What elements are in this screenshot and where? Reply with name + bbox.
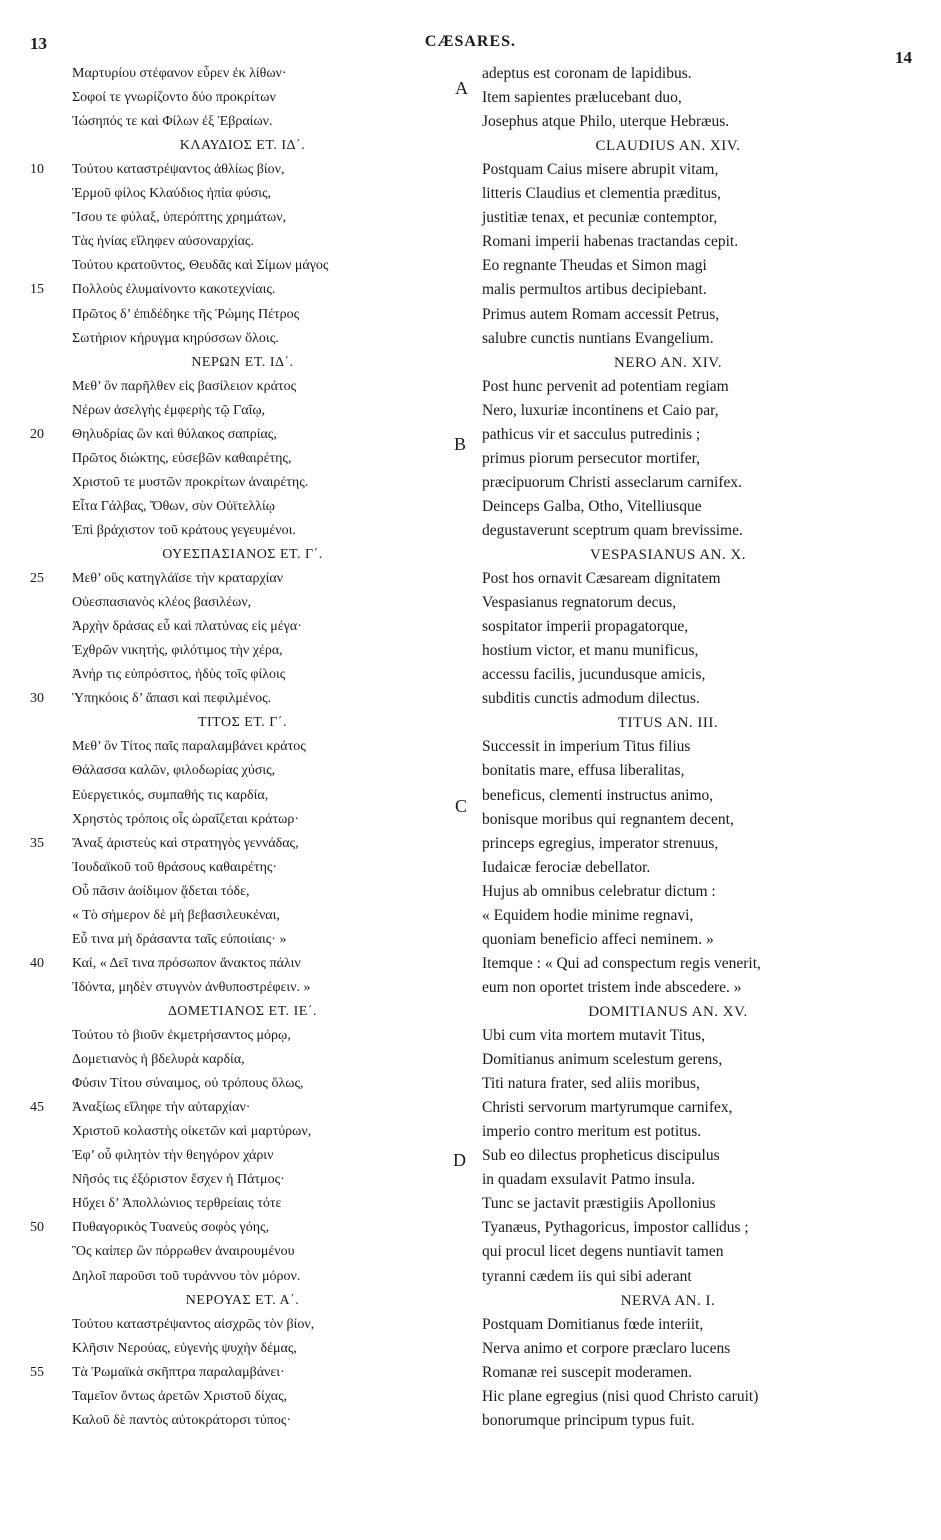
section-heading: CLAUDIUS AN. XIV.: [595, 138, 741, 155]
verse-line: [30, 930, 286, 950]
verse-line: eum non oportet tristem inde abscedere. »: [482, 978, 742, 996]
verse-line: Vespasianus regnatorum decus,: [482, 594, 677, 612]
verse-line: [30, 641, 283, 661]
verse-line: [30, 1218, 269, 1238]
verse-text: Πολλοὺς ἐλυμαίνοντο κακοτεχνίαις.: [72, 282, 276, 298]
verse-line: princeps egregius, imperator strenuus,: [482, 834, 719, 852]
verse-line: [30, 1339, 297, 1359]
verse-text: Ἰουδαϊκοῦ τοῦ θράσους καθαιρέτης·: [72, 859, 278, 875]
verse-line: Romanæ rei suscepit moderamen.: [482, 1363, 693, 1381]
verse-line: [30, 497, 275, 517]
verse-line: [30, 689, 271, 709]
verse-line: Tunc se jactavit præstigiis Apollonius: [482, 1195, 716, 1213]
verse-line: Postquam Caius misere abrupit vitam,: [482, 161, 719, 179]
verse-line: Successit in imperium Titus filius: [482, 738, 691, 756]
verse-line: subditis cunctis admodum dilectus.: [482, 690, 700, 708]
verse-text: Σοφοί τε γνωρίζοντο δύο προκρίτων: [72, 90, 276, 106]
verse-line: Nerva animo et corpore præclaro lucens: [482, 1339, 731, 1357]
verse-line: [30, 184, 271, 204]
right-page-number: 14: [895, 48, 912, 67]
verse-text: Πυθαγορικὸς Τυανεὺς σοφὸς γόης,: [72, 1220, 270, 1236]
verse-line: sospitator imperii propagatorque,: [482, 618, 689, 636]
verse-line: Post hunc pervenit ad potentiam regiam: [482, 377, 729, 395]
verse-line: [30, 1074, 304, 1094]
section-heading: VESPASIANUS AN. X.: [590, 547, 746, 563]
verse-text: Θάλασσα καλῶν, φιλοδωρίας χύσις,: [72, 763, 276, 779]
verse-text: Δηλοῖ παροῦσι τοῦ τυράννου τὸν μόρον.: [72, 1268, 301, 1284]
verse-text: Ἐχθρῶν νικητής, φιλότιμος τὴν χέρα,: [72, 643, 283, 659]
verse-text: Τούτου τὸ βιοῦν ἐκμετρήσαντος μόρῳ,: [72, 1028, 291, 1043]
verse-line: in quadam exsulavit Patmo insula.: [482, 1171, 696, 1189]
verse-line: Christi servorum martyrumque carnifex,: [482, 1099, 733, 1117]
verse-text: Ὑπηκόοις δ’ ἅπασι καὶ πεφιλμένος.: [72, 691, 272, 707]
verse-line: [30, 473, 308, 493]
verse-line: [30, 786, 268, 806]
verse-line: [30, 232, 254, 252]
line-number: 40: [30, 955, 44, 971]
verse-text: Ἐπὶ βράχιστον τοῦ κράτους γεγευμένοι.: [72, 522, 296, 538]
verse-line: Itemque : « Qui ad conspectum regis venerit,: [482, 954, 761, 972]
section-heading: ΤΙΤΟΣ ΕΤ. Γ΄.: [197, 715, 288, 731]
verse-line: Tyanæus, Pythagoricus, impostor callidus ;: [482, 1219, 749, 1237]
verse-line: [30, 978, 311, 998]
verse-text: Τούτου καταστρέψαντος αἰσχρῶς τὸν βίον,: [72, 1316, 315, 1332]
verse-text: Σωτήριον κήρυγμα κηρύσσων ὅλοις.: [72, 330, 279, 346]
verse-line: [30, 569, 283, 589]
margin-letter-c: C: [455, 796, 468, 816]
verse-line: [30, 617, 302, 637]
verse-line: [30, 810, 299, 830]
section-heading: DOMITIANUS AN. XV.: [588, 1003, 748, 1020]
verse-text: Μαρτυρίου στέφανον εὗρεν ἐκ λίθων·: [72, 66, 287, 81]
verse-text: Ἴσου τε φύλαξ, ὑπερόπτης χρημάτων,: [72, 210, 287, 226]
verse-line: Iudaicæ ferociæ debellator.: [482, 858, 651, 876]
verse-line: Deinceps Galba, Otho, Vitelliusque: [482, 497, 702, 515]
verse-text: Φύσιν Τίτου σύναιμος, οὐ τρόπους ὅλως,: [72, 1076, 304, 1092]
verse-line: beneficus, clementi instructus animo,: [482, 786, 714, 804]
verse-line: [30, 593, 251, 613]
verse-text: Τὰς ἡνίας εἴληφεν αὐσοναρχίας.: [72, 234, 254, 250]
verse-text: Πρῶτος δ’ ἐπιδέδηκε τῆς Ῥώμης Πέτρος: [72, 306, 300, 322]
margin-letter-b: B: [454, 434, 467, 454]
verse-line: [30, 88, 276, 108]
verse-text: Ἀναξίως εἴληφε τὴν αὐταρχίαν·: [72, 1100, 251, 1116]
verse-line: [30, 737, 306, 757]
section-heading: ΚΛΑΥΔΙΟΣ ΕΤ. ΙΔ΄.: [179, 138, 306, 154]
verse-line: [30, 1242, 295, 1262]
verse-text: Θηλυδρίας ὢν καὶ θύλακος σαπρίας,: [72, 426, 277, 442]
verse-text: Εὖ τινα μὴ δράσαντα ταῖς εὐποιίαις· »: [72, 931, 287, 947]
verse-line: Hic plane egregius (nisi quod Christo caruit): [482, 1387, 759, 1405]
verse-line: Titi natura frater, sed aliis moribus,: [482, 1075, 700, 1093]
verse-line: Domitianus animum scelestum gerens,: [482, 1051, 723, 1069]
verse-text: « Τὸ σήμερον δὲ μὴ βεβασιλευκέναι,: [72, 907, 280, 923]
section-heading: ΝΕΡΟΥΑΣ ΕΤ. Α΄.: [185, 1292, 300, 1308]
verse-line: bonisque moribus qui regnantem decent,: [482, 810, 734, 828]
verse-text: Πρῶτος διώκτης, εὐσεβῶν καθαιρέτης,: [72, 450, 292, 466]
verse-line: qui procul licet degens nuntiavit tamen: [482, 1243, 724, 1261]
verse-line: Josephus atque Philo, uterque Hebræus.: [482, 113, 730, 131]
verse-line: [30, 64, 287, 84]
verse-line: malis permultos artibus decipiebant.: [482, 281, 707, 299]
verse-line: [30, 521, 296, 541]
verse-text: Καλοῦ δὲ παντὸς αὐτοκράτορσι τύπος·: [72, 1412, 292, 1428]
verse-text: Εὐεργετικός, συμπαθής τις καρδία,: [72, 787, 269, 803]
section-heading: NERO AN. XIV.: [614, 354, 722, 371]
verse-line: [30, 401, 265, 421]
verse-line: [30, 906, 280, 926]
verse-line: salubre cunctis nuntians Evangelium.: [482, 329, 714, 347]
line-number: 30: [30, 691, 44, 707]
verse-line: [30, 1146, 273, 1166]
verse-text: Ηὔχει δ’ Ἀπολλώνιος τερθρείαις τότε: [72, 1196, 282, 1212]
verse-text: Ἰώσηπός τε καὶ Φίλων ἐξ Ἑβραίων.: [72, 114, 273, 130]
verse-line: tyranni cædem iis qui sibi aderant: [482, 1267, 692, 1285]
verse-line: [30, 208, 286, 228]
running-title: CÆSARES.: [424, 33, 517, 50]
verse-line: hostium victor, et manu munificus,: [482, 642, 699, 660]
verse-text: Καί, « Δεῖ τινα πρόσωπον ἄνακτος πάλιν: [72, 955, 301, 971]
verse-line: [30, 1387, 287, 1407]
verse-line: [30, 1411, 291, 1431]
verse-text: Οὐεσπασιανὸς κλέος βασιλέων,: [72, 595, 252, 611]
verse-line: Primus autem Romam accessit Petrus,: [482, 305, 720, 323]
verse-text: Νέρων ἀσελγὴς ἐμφερὴς τῷ Γαΐῳ,: [72, 402, 266, 418]
verse-line: [30, 954, 301, 974]
left-page-number: 13: [30, 34, 47, 53]
verse-text: Μεθ’ ὃν Τίτος παῖς παραλαμβάνει κράτος: [72, 739, 306, 755]
verse-text: Ἑρμοῦ φίλος Κλαύδιος ἠπία φύσις,: [72, 186, 272, 202]
verse-text: Οὗ πᾶσιν ἀοίδιμον ᾄδεται τόδε,: [72, 883, 250, 899]
verse-text: Μεθ’ ὃν παρῆλθεν εἰς βασίλειον κράτος: [72, 378, 297, 394]
verse-line: [30, 1026, 291, 1046]
verse-line: Item sapientes prælucebant duo,: [482, 89, 682, 107]
verse-text: Εἶτα Γάλβας, Ὄθων, σὺν Οὐϊτελλίῳ: [72, 498, 276, 514]
verse-text: Ἄναξ ἀριστεὺς καὶ στρατηγὸς γεννάδας,: [72, 835, 299, 851]
verse-line: [30, 1315, 314, 1335]
verse-line: litteris Claudius et clementia præditus,: [482, 185, 721, 203]
verse-line: quoniam beneficio affeci neminem. »: [482, 930, 714, 948]
verse-line: præcipuorum Christi asseclarum carnifex.: [482, 473, 742, 491]
margin-letter-a: A: [455, 78, 468, 98]
verse-line: [30, 858, 277, 878]
verse-line: [30, 329, 279, 349]
verse-line: [30, 1170, 285, 1190]
verse-line: Postquam Domitianus fœde interiit,: [482, 1315, 704, 1333]
section-heading: ΝΕΡΩΝ ΕΤ. ΙΔ΄.: [191, 354, 294, 370]
verse-text: Ὃς καίπερ ὢν πόρρωθεν ἀναιρουμένου: [72, 1244, 295, 1260]
verse-line: pathicus vir et sacculus putredinis ;: [482, 425, 701, 443]
verse-text: Κλῆσιν Νερούας, εὐγενὴς ψυχὴν δέμας,: [72, 1340, 297, 1356]
line-number: 50: [30, 1220, 44, 1236]
verse-line: Nero, luxuriæ incontinens et Caio par,: [482, 401, 719, 419]
line-number: 55: [30, 1364, 44, 1380]
verse-line: accessu facilis, jucundusque amicis,: [482, 666, 706, 684]
verse-line: Sub eo dilectus propheticus discipulus: [482, 1147, 720, 1165]
verse-line: [30, 425, 277, 445]
verse-line: justitiæ tenax, et pecuniæ contemptor,: [482, 209, 718, 227]
verse-text: Ἀνήρ τις εὐπρόσιτος, ἡδὺς τοῖς φίλοις: [72, 667, 286, 683]
line-number: 35: [30, 835, 44, 851]
verse-line: bonorumque principum typus fuit.: [482, 1411, 695, 1429]
verse-line: [30, 834, 299, 854]
verse-line: Eo regnante Theudas et Simon magi: [482, 257, 707, 275]
verse-text: Χρηστὸς τρόποις οἷς ὡραΐζεται κράτωρ·: [72, 811, 300, 827]
verse-line: [30, 377, 296, 397]
verse-line: [30, 1122, 311, 1142]
verse-line: « Equidem hodie minime regnavi,: [482, 906, 694, 924]
verse-text: Ἀρχὴν δράσας εὖ καὶ πλατύνας εἰς μέγα·: [72, 619, 302, 635]
verse-text: Χριστοῦ κολαστὴς οἰκετῶν καὶ μαρτύρων,: [72, 1124, 312, 1140]
line-number: 20: [30, 426, 44, 442]
verse-line: [30, 1194, 281, 1214]
verse-line: primus piorum persecutor mortifer,: [482, 449, 701, 467]
verse-line: Ubi cum vita mortem mutavit Titus,: [482, 1027, 706, 1044]
verse-text: Ἐφ’ οὗ φιλητὸν τὴν θεηγόρον χάριν: [72, 1148, 274, 1164]
section-heading: TITUS AN. III.: [617, 715, 719, 732]
verse-line: [30, 1267, 300, 1287]
verse-text: Τούτου κρατοῦντος, Θευδᾶς καὶ Σίμων μάγος: [72, 258, 329, 274]
verse-text: Τὰ Ῥωμαϊκὰ σκῆπτρα παραλαμβάνει·: [72, 1364, 285, 1380]
verse-line: Hujus ab omnibus celebratur dictum :: [482, 882, 716, 900]
verse-text: Ταμεῖον ὄντως ἀρετῶν Χριστοῦ δίχας,: [72, 1388, 288, 1404]
verse-text: Ἰδόντα, μηδὲν στυγνὸν ἀνθυποστρέφειν. »: [72, 979, 311, 995]
verse-line: [30, 1050, 245, 1070]
verse-line: [30, 665, 285, 685]
verse-line: [30, 280, 275, 300]
verse-line: [30, 256, 328, 276]
verse-line: [30, 449, 291, 469]
verse-line: [30, 1363, 285, 1383]
verse-line: degustaverunt sceptrum quam brevissime.: [482, 521, 743, 539]
line-number: 15: [30, 282, 44, 298]
verse-line: imperio contro meritum est potitus.: [482, 1123, 702, 1141]
verse-line: [30, 761, 275, 781]
verse-line: [30, 112, 273, 132]
line-number: 10: [30, 162, 44, 178]
margin-letter-d: D: [453, 1150, 466, 1170]
verse-text: Νῆσός τις ἐξόριστον ἔσχεν ἡ Πάτμος·: [72, 1172, 285, 1188]
verse-text: Δομετιανὸς ἡ βδελυρὰ καρδία,: [72, 1052, 245, 1068]
verse-line: [30, 882, 250, 902]
verse-line: bonitatis mare, effusa liberalitas,: [482, 762, 685, 780]
verse-line: [30, 1098, 250, 1118]
verse-text: Τούτου καταστρέψαντος ἀθλίως βίον,: [72, 162, 285, 178]
verse-text: Μεθ’ οὓς κατηγλάϊσε τὴν κραταρχίαν: [72, 571, 284, 587]
line-number: 45: [30, 1100, 44, 1116]
verse-line: [30, 160, 285, 180]
verse-line: Romani imperii habenas tractandas cepit.: [482, 233, 739, 251]
section-heading: NERVA AN. I.: [620, 1292, 716, 1309]
verse-line: Post hos ornavit Cæsaream dignitatem: [482, 570, 721, 588]
section-heading: ΟΥΕΣΠΑΣΙΑΝΟΣ ΕΤ. Γ΄.: [162, 547, 323, 562]
verse-text: Χριστοῦ τε μυστῶν προκρίτων ἀναιρέτης.: [72, 474, 309, 490]
line-number: 25: [30, 571, 44, 587]
verse-line: [30, 305, 299, 325]
section-heading: ΔΟΜΕΤΙΑΝΟΣ ΕΤ. ΙΕ΄.: [168, 1003, 317, 1019]
verse-line: adeptus est coronam de lapidibus.: [482, 65, 692, 82]
